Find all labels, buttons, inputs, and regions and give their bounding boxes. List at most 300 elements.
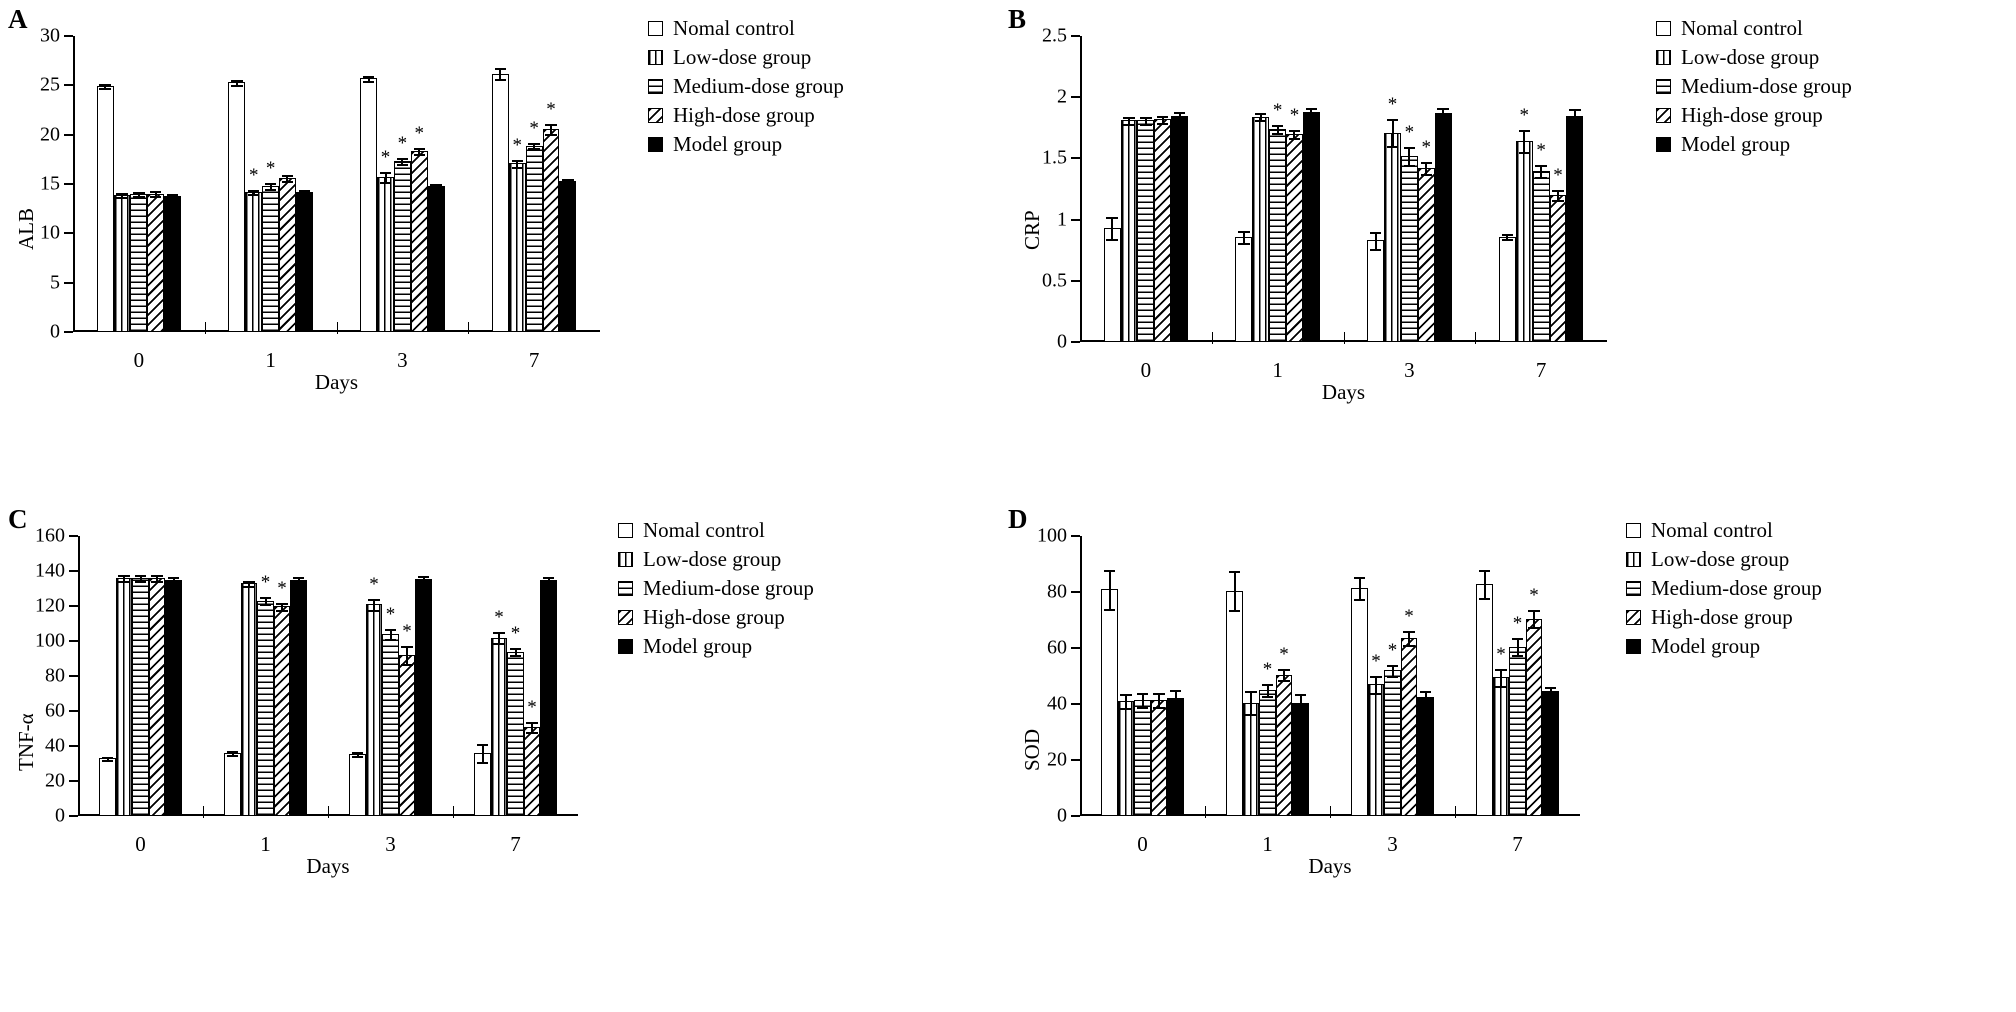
error-bar <box>1109 570 1111 609</box>
significance-marker: * <box>380 147 391 169</box>
error-bar-cap <box>116 197 127 199</box>
panel-letter-b: B <box>1008 4 1027 34</box>
bar <box>1276 675 1293 816</box>
bar <box>491 638 508 817</box>
error-bar-cap <box>1170 690 1181 692</box>
legend-item <box>618 603 814 632</box>
significance-marker: * <box>1272 100 1283 122</box>
error-bar-cap <box>282 175 293 177</box>
bar <box>147 194 164 332</box>
panel-c-y-tick <box>69 675 78 677</box>
bar <box>97 86 114 332</box>
legend-swatch-horizontal-lines <box>618 581 633 596</box>
error-bar-cap <box>227 755 238 757</box>
panel-a-y-tick <box>64 134 73 136</box>
bar <box>411 151 428 332</box>
legend-label: Medium-dose group <box>1651 576 1822 600</box>
error-bar-cap <box>352 752 363 754</box>
bar <box>165 580 182 816</box>
error-bar-cap <box>265 189 276 191</box>
bar <box>1476 584 1493 816</box>
error-bar-cap <box>510 655 521 657</box>
panel-a-x-tick-label: 0 <box>133 348 145 372</box>
error-bar-cap <box>562 184 573 186</box>
error-bar-cap <box>1295 711 1306 713</box>
bar <box>394 161 411 332</box>
bar <box>1259 690 1276 816</box>
bar <box>1542 691 1559 816</box>
error-bar-cap <box>363 76 374 78</box>
group-separator <box>203 806 204 818</box>
error-bar-cap <box>1421 174 1432 176</box>
error-bar-cap <box>118 575 129 577</box>
legend-item <box>1626 516 1822 545</box>
error-bar-cap <box>545 134 556 136</box>
significance-marker: * <box>1404 122 1415 144</box>
error-bar-cap <box>248 194 259 196</box>
legend-label: High-dose group <box>643 605 785 629</box>
error-bar-cap <box>1245 691 1256 693</box>
panel-b-y-tick <box>1071 157 1080 159</box>
error-bar-cap <box>151 581 162 583</box>
legend-swatch-diagonal-lines <box>1656 108 1671 123</box>
bar <box>1252 117 1269 342</box>
panel-a-y-tick <box>64 331 73 333</box>
legend-swatch-horizontal-lines <box>648 79 663 94</box>
error-bar-cap <box>1104 570 1115 572</box>
error-bar-cap <box>526 732 537 734</box>
legend-swatch-white <box>648 21 663 36</box>
error-bar <box>1125 694 1127 708</box>
panel-d-y-tick-label: 80 <box>1047 580 1067 603</box>
legend-item <box>648 14 844 43</box>
legend-label: Nomal control <box>673 16 795 40</box>
error-bar-cap <box>1238 231 1249 233</box>
significance-marker: * <box>527 696 537 718</box>
error-bar-cap <box>385 629 396 631</box>
legend-swatch-solid-black <box>1626 639 1641 654</box>
error-bar-cap <box>1545 696 1556 698</box>
legend-label: Low-dose group <box>1651 547 1790 571</box>
error-bar-cap <box>1387 676 1398 678</box>
error-bar-cap <box>1519 130 1530 132</box>
bar <box>1118 701 1135 816</box>
panel-d-y-tick-label: 100 <box>1037 524 1067 547</box>
panel-a-y-tick-label: 5 <box>50 271 60 294</box>
significance-marker: * <box>277 577 287 599</box>
error-bar-cap <box>1528 627 1539 629</box>
error-bar-cap <box>414 148 425 150</box>
error-bar-cap <box>1289 130 1300 132</box>
error-bar-cap <box>299 190 310 192</box>
error-bar <box>1158 693 1160 707</box>
bar <box>228 82 245 332</box>
bar <box>1384 670 1401 816</box>
error-bar-cap <box>1512 638 1523 640</box>
group-separator <box>1455 806 1456 818</box>
error-bar-cap <box>545 124 556 126</box>
bar <box>224 753 241 816</box>
error-bar-cap <box>477 744 488 746</box>
bar <box>1154 119 1171 342</box>
error-bar-cap <box>1106 217 1117 219</box>
error-bar-cap <box>512 160 523 162</box>
error-bar-cap <box>299 194 310 196</box>
significance-marker: * <box>260 572 271 594</box>
bar <box>132 578 149 816</box>
error-bar <box>1517 638 1519 655</box>
significance-marker: * <box>529 117 539 139</box>
error-bar-cap <box>380 172 391 174</box>
panel-c-y-tick <box>69 640 78 642</box>
legend-item <box>648 130 844 159</box>
panel-a-y-tick-label: 10 <box>40 221 60 244</box>
panel-c <box>0 506 1008 1012</box>
panel-a-y-tick <box>64 282 73 284</box>
panel-b-y-tick <box>1071 280 1080 282</box>
panel-c-y-tick-label: 160 <box>35 524 65 547</box>
panel-c-y-tick <box>69 570 78 572</box>
bar <box>1417 697 1434 816</box>
group-separator <box>328 806 329 818</box>
legend-swatch-diagonal-lines <box>618 610 633 625</box>
error-bar-cap <box>1502 239 1513 241</box>
significance-marker: * <box>265 158 276 179</box>
error-bar-cap <box>1278 680 1289 682</box>
bar <box>99 758 116 816</box>
group-separator <box>1330 806 1331 818</box>
legend-item <box>1626 603 1822 632</box>
error-bar-cap <box>352 756 363 758</box>
group-separator <box>453 806 454 818</box>
error-bar-cap <box>1153 693 1164 695</box>
legend-swatch-solid-black <box>648 137 663 152</box>
error-bar-cap <box>430 188 441 190</box>
group-separator <box>1344 332 1345 344</box>
group-separator <box>1212 332 1213 344</box>
panel-a-x-tick-label: 1 <box>265 348 276 372</box>
bar <box>262 186 279 332</box>
panel-a-x-axis-label: Days <box>314 370 359 394</box>
error-bar-cap <box>543 577 554 579</box>
legend-swatch-vertical-lines <box>1656 50 1671 65</box>
panel-a-y-tick-label: 15 <box>40 172 60 195</box>
error-bar-cap <box>1272 133 1283 135</box>
panel-a-y-tick-label: 0 <box>50 320 60 343</box>
error-bar <box>1533 610 1535 627</box>
panel-b-y-tick-label: 1 <box>1057 208 1067 231</box>
error-bar-cap <box>1255 113 1266 115</box>
error-bar-cap <box>151 575 162 577</box>
error-bar-cap <box>1278 669 1289 671</box>
error-bar-cap <box>150 196 161 198</box>
error-bar-cap <box>1170 707 1181 709</box>
error-bar-cap <box>397 164 408 166</box>
bar <box>1121 120 1138 342</box>
error-bar <box>482 744 484 762</box>
panel-a <box>0 0 1008 506</box>
group-separator <box>468 322 469 334</box>
legend-swatch-horizontal-lines <box>1626 581 1641 596</box>
error-bar-cap <box>430 184 441 186</box>
bar <box>540 580 557 816</box>
legend-label: Low-dose group <box>1681 45 1820 69</box>
error-bar-cap <box>1120 694 1131 696</box>
panel-b-y-axis <box>1080 36 1082 342</box>
legend-label: Model group <box>1681 132 1791 156</box>
panel-d-y-tick-label: 0 <box>1057 804 1067 827</box>
error-bar-cap <box>526 722 537 724</box>
bar <box>492 74 509 333</box>
panel-letter-c: C <box>8 504 28 534</box>
bar <box>1493 677 1510 816</box>
bar <box>1167 698 1184 816</box>
error-bar-cap <box>1272 125 1283 127</box>
bar <box>1269 129 1286 342</box>
panel-d-x-tick-label: 0 <box>1137 832 1148 856</box>
error-bar-cap <box>150 191 161 193</box>
panel-c-y-tick-label: 80 <box>45 664 65 687</box>
error-bar <box>1500 669 1502 686</box>
error-bar-cap <box>243 586 254 588</box>
bar <box>1367 240 1384 342</box>
panel-b-y-tick <box>1071 35 1080 37</box>
error-bar-cap <box>265 183 276 185</box>
panel-c-y-tick <box>69 815 78 817</box>
significance-marker: * <box>1404 606 1414 628</box>
error-bar-cap <box>1262 696 1273 698</box>
panel-b-x-tick-label: 1 <box>1272 358 1283 382</box>
panel-d <box>1008 506 2016 1012</box>
error-bar-cap <box>512 167 523 169</box>
error-bar-cap <box>1387 665 1398 667</box>
bar <box>377 177 394 332</box>
bar <box>507 652 524 817</box>
error-bar-cap <box>293 582 304 584</box>
panel-a-y-axis <box>73 36 75 332</box>
error-bar-cap <box>368 610 379 612</box>
bar <box>428 186 445 332</box>
error-bar-cap <box>1512 655 1523 657</box>
bar <box>382 634 399 816</box>
bar <box>274 606 291 816</box>
panel-d-legend <box>1626 516 1822 661</box>
significance-marker: * <box>1553 165 1563 187</box>
bar <box>1226 591 1243 816</box>
panel-d-y-tick-label: 20 <box>1047 748 1067 771</box>
panel-d-x-tick-label: 1 <box>1262 832 1273 856</box>
error-bar-cap <box>1238 243 1249 245</box>
panel-c-y-tick <box>69 745 78 747</box>
bar <box>1533 171 1550 342</box>
error-bar-cap <box>282 181 293 183</box>
legend-label: Model group <box>673 132 783 156</box>
error-bar <box>1523 130 1525 152</box>
error-bar-cap <box>1569 109 1580 111</box>
error-bar-cap <box>1229 610 1240 612</box>
error-bar-cap <box>1420 703 1431 705</box>
significance-marker: * <box>249 164 259 186</box>
error-bar-cap <box>543 582 554 584</box>
bar <box>116 578 133 816</box>
significance-marker: * <box>1279 644 1289 665</box>
legend-item <box>1656 130 1852 159</box>
error-bar-cap <box>1370 693 1381 695</box>
legend-label: Medium-dose group <box>673 74 844 98</box>
error-bar-cap <box>401 664 412 666</box>
panel-c-y-tick-label: 100 <box>35 629 65 652</box>
error-bar-cap <box>1174 112 1185 114</box>
error-bar-cap <box>1545 687 1556 689</box>
panel-a-legend <box>648 14 844 159</box>
error-bar-cap <box>1229 571 1240 573</box>
panel-d-y-tick <box>1071 535 1080 537</box>
legend-swatch-white <box>1656 21 1671 36</box>
legend-item <box>618 516 814 545</box>
panel-c-x-tick-label: 0 <box>135 832 146 856</box>
error-bar-cap <box>1569 122 1580 124</box>
panel-b <box>1008 0 2016 506</box>
error-bar-cap <box>1157 116 1168 118</box>
bar <box>526 146 543 332</box>
error-bar <box>1359 577 1361 599</box>
bar <box>241 583 258 816</box>
bar <box>1435 113 1452 342</box>
legend-item <box>1656 14 1852 43</box>
error-bar-cap <box>363 81 374 83</box>
panel-a-y-tick <box>64 35 73 37</box>
panel-c-y-axis <box>78 536 80 816</box>
error-bar-cap <box>168 582 179 584</box>
group-separator <box>205 322 206 334</box>
legend-swatch-horizontal-lines <box>1656 79 1671 94</box>
error-bar-cap <box>1420 691 1431 693</box>
error-bar-cap <box>528 148 539 150</box>
bar <box>1171 116 1188 342</box>
bar <box>1243 703 1260 816</box>
panel-b-y-tick-label: 2.5 <box>1042 24 1067 47</box>
panel-c-y-tick <box>69 710 78 712</box>
panel-a-y-tick <box>64 232 73 234</box>
legend-item <box>1656 72 1852 101</box>
error-bar-cap <box>1123 124 1134 126</box>
panel-d-x-tick-label: 7 <box>1512 832 1523 856</box>
legend-item <box>1626 545 1822 574</box>
bar <box>399 655 416 816</box>
error-bar <box>1484 570 1486 598</box>
panel-c-x-tick-label: 3 <box>385 832 396 856</box>
legend-item <box>1656 43 1852 72</box>
error-bar-cap <box>1140 124 1151 126</box>
error-bar-cap <box>293 577 304 579</box>
error-bar-cap <box>1120 708 1131 710</box>
panel-b-x-tick-label: 0 <box>1140 358 1152 382</box>
error-bar-cap <box>1535 177 1546 179</box>
error-bar-cap <box>1502 234 1513 236</box>
panel-c-x-axis-label: Days <box>306 854 350 878</box>
error-bar-cap <box>493 643 504 645</box>
bar <box>543 129 560 332</box>
bar <box>1401 638 1418 816</box>
error-bar-cap <box>1519 152 1530 154</box>
bar <box>524 727 541 816</box>
legend-item <box>618 632 814 661</box>
bar <box>1351 588 1368 816</box>
error-bar-cap <box>135 581 146 583</box>
panel-b-y-tick-label: 0 <box>1057 330 1067 353</box>
legend-swatch-vertical-lines <box>618 552 633 567</box>
panel-c-x-tick-label: 7 <box>510 832 521 856</box>
error-bar-cap <box>1123 117 1134 119</box>
bar <box>360 78 377 332</box>
panel-b-y-tick-label: 0.5 <box>1042 269 1067 292</box>
panel-d-y-tick <box>1071 759 1080 761</box>
legend-item <box>648 43 844 72</box>
error-bar-cap <box>1437 118 1448 120</box>
error-bar-cap <box>401 646 412 648</box>
error-bar-cap <box>133 196 144 198</box>
panel-a-y-tick-label: 25 <box>40 73 60 96</box>
bar <box>1418 168 1435 342</box>
panel-c-y-tick <box>69 535 78 537</box>
error-bar-cap <box>116 193 127 195</box>
panel-d-y-tick <box>1071 703 1080 705</box>
legend-label: Medium-dose group <box>1681 74 1852 98</box>
significance-marker: * <box>385 603 396 625</box>
error-bar-cap <box>495 68 506 70</box>
group-separator <box>1475 332 1476 344</box>
error-bar <box>1250 691 1252 713</box>
significance-marker: * <box>1536 139 1546 161</box>
bar <box>1137 120 1154 342</box>
panel-b-x-tick-label: 3 <box>1404 358 1415 382</box>
error-bar-cap <box>1421 162 1432 164</box>
panel-a-y-axis-label: ALB <box>14 208 38 250</box>
panel-d-y-tick <box>1071 647 1080 649</box>
error-bar-cap <box>1153 707 1164 709</box>
error-bar <box>1300 694 1302 711</box>
error-bar-cap <box>133 192 144 194</box>
error-bar-cap <box>1262 684 1273 686</box>
panel-d-y-tick <box>1071 591 1080 593</box>
legend-swatch-white <box>1626 523 1641 538</box>
legend-item <box>648 101 844 130</box>
significance-marker: * <box>1512 613 1523 635</box>
legend-swatch-solid-black <box>618 639 633 654</box>
panel-b-y-tick <box>1071 219 1080 221</box>
panel-d-plot-area <box>1037 524 1580 856</box>
panel-b-y-tick-label: 2 <box>1057 85 1067 108</box>
panel-a-x-tick-label: 3 <box>397 348 408 372</box>
legend-label: Nomal control <box>1681 16 1803 40</box>
error-bar-cap <box>167 198 178 200</box>
panel-b-x-axis-label: Days <box>1321 380 1366 404</box>
error-bar <box>1111 217 1113 239</box>
bar <box>257 601 274 816</box>
error-bar-cap <box>102 760 113 762</box>
panel-b-y-tick <box>1071 341 1080 343</box>
legend-label: Medium-dose group <box>643 576 814 600</box>
error-bar-cap <box>1495 686 1506 688</box>
group-separator <box>1205 806 1206 818</box>
significance-marker: * <box>402 621 412 643</box>
panel-b-y-tick-label: 1.5 <box>1042 146 1067 169</box>
panel-d-y-axis <box>1080 536 1082 816</box>
bar <box>1104 228 1121 342</box>
error-bar-cap <box>1370 232 1381 234</box>
error-bar-cap <box>510 648 521 650</box>
error-bar-cap <box>1289 138 1300 140</box>
